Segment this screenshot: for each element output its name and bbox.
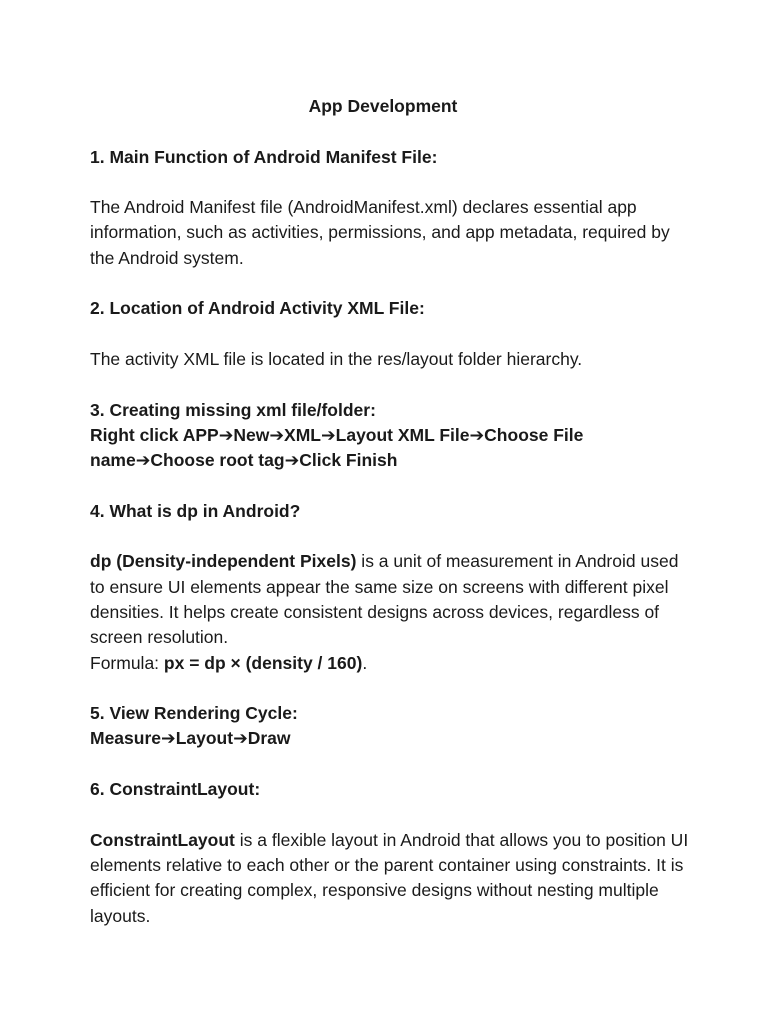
- step-text: XML: [284, 424, 321, 445]
- section-heading-manifest: 1. Main Function of Android Manifest File:: [90, 146, 438, 167]
- formula-end: .: [362, 652, 368, 673]
- step-text: Right click APP: [90, 424, 219, 445]
- section-body-manifest: The Android Manifest file (AndroidManifest.xml) declares essential app information, such as activities, permissions, and app metadata, required by the Android system.: [90, 197, 670, 268]
- document-title: App Development: [308, 96, 458, 116]
- arrow-right-icon: ➔: [320, 424, 336, 445]
- formula-expression: px = dp × (density / 160): [163, 652, 363, 673]
- section-heading-activity-xml: 2. Location of Android Activity XML File:: [90, 298, 425, 319]
- term-dp: dp (Density-independent Pixels): [90, 551, 357, 572]
- step-text: Choose File name: [90, 424, 584, 471]
- arrow-right-icon: ➔: [135, 450, 151, 471]
- document-page: [90, 94, 690, 929]
- formula-label: Formula:: [90, 652, 164, 673]
- section-heading-rendering-cycle: 5. View Rendering Cycle:: [90, 703, 298, 724]
- arrow-right-icon: ➔: [469, 424, 485, 445]
- step-text: Layout: [175, 728, 234, 749]
- section-heading-constraintlayout: 6. ConstraintLayout:: [90, 779, 261, 800]
- section-body-dp: [90, 549, 690, 650]
- formula-line: [90, 651, 690, 676]
- step-text: Measure: [90, 728, 162, 749]
- term-constraintlayout: ConstraintLayout: [90, 829, 235, 850]
- step-text: New: [233, 424, 270, 445]
- arrow-right-icon: ➔: [233, 728, 248, 749]
- section-body-constraintlayout: [90, 828, 690, 929]
- step-text: Layout XML File: [335, 424, 470, 445]
- arrow-right-icon: ➔: [161, 728, 176, 749]
- steps-create-xml: [90, 423, 690, 474]
- steps-rendering-cycle: [90, 726, 690, 751]
- section-heading-dp: 4. What is dp in Android?: [90, 500, 301, 521]
- step-text: Draw: [247, 728, 291, 749]
- constraintlayout-description: is a flexible layout in Android that allows you to position UI elements relative to each other or the parent container using constraints. It is efficient for creating complex, responsive designs without nesting multiple layouts.: [90, 829, 689, 926]
- arrow-right-icon: ➔: [218, 424, 234, 445]
- dp-description: is a unit of measurement in Android used to ensure UI elements appear the same size on screens with different pixel densities. It helps create consistent designs across devices, regardless of screen resolution.: [90, 551, 679, 648]
- step-text: Click Finish: [299, 450, 398, 471]
- section-heading-creating-xml: 3. Creating missing xml file/folder:: [90, 399, 376, 420]
- arrow-right-icon: ➔: [269, 424, 285, 445]
- arrow-right-icon: ➔: [284, 450, 300, 471]
- step-text: Choose root tag: [150, 450, 285, 471]
- section-body-activity-xml: The activity XML file is located in the res/layout folder hierarchy.: [90, 348, 583, 369]
